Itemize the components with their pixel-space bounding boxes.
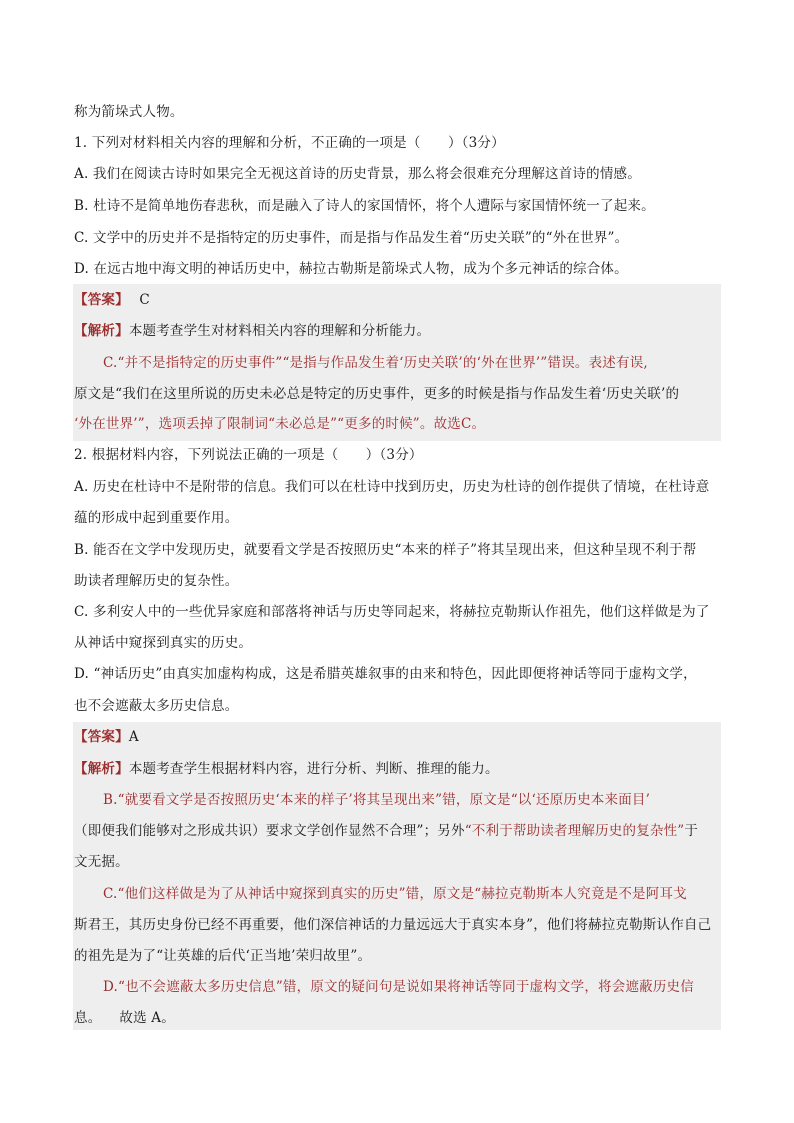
- q2-explain-c-line-3: 的祖先是为了“让英雄的后代‘正当地’荣归故里”。: [74, 948, 372, 964]
- q2-stem: 2. 根据材料内容，下列说法正确的一项是（ ）（3分）: [74, 447, 423, 463]
- q1-option-d: D. 在远古地中海文明的神话历史中，赫拉古勒斯是箭垛式人物，成为个多元神话的综合体。: [74, 261, 628, 277]
- q2-option-c-line-2: 从神话中窥探到真实的历史。: [74, 635, 253, 651]
- q2-option-a-line-1: A. 历史在杜诗中不是附带的信息。我们可以在杜诗中找到历史，历史为杜诗的创作提供了情境，在杜诗意: [74, 479, 710, 495]
- q1-explain-choice: C。: [461, 416, 486, 432]
- q2-explain-b-tail: 于: [684, 823, 699, 839]
- q2-option-a-line-2: 蕴的形成中起到重要作用。: [74, 510, 239, 526]
- q2-explain-b-line-3: 文无据。: [74, 854, 129, 870]
- answer-label: 【答案】: [74, 729, 129, 745]
- answer-value: C: [139, 292, 150, 308]
- q2-option-d-line-1: D. “神话历史”由真实加虚构构成，这是希腊英雄叙事的由来和特色，因此即便将神话等同于虚构文学，: [74, 666, 697, 682]
- q2-analysis: [74, 759, 722, 779]
- q1-explain-line-3: [74, 414, 722, 434]
- q1-explain-text: ‘外在世界’”，选项丢掉了限制词“未必总是”“更多的时候”。故选: [74, 416, 461, 432]
- q2-explain-d-choice: 故选 A。: [119, 1010, 175, 1026]
- q1-option-a: A. 我们在阅读古诗时如果完全无视这首诗的历史背景，那么将会很难充分理解这首诗的情感。: [74, 166, 641, 182]
- q2-answer: [74, 727, 722, 747]
- q1-option-b: B. 杜诗不是简单地伤春悲秋，而是融入了诗人的家国情怀，将个人遭际与家国情怀统一了起来。: [74, 198, 655, 214]
- q1-option-c: C. 文学中的历史并不是指特定的历史事件，而是指与作品发生着“历史关联”的“外在世界”。: [74, 230, 629, 246]
- q2-explain-b-quote: “不利于帮助读者理解历史的复杂性”: [464, 823, 685, 839]
- q2-option-b-line-1: B. 能否在文学中发现历史，就要看文学是否按照历史“本来的样子”将其呈现出来，但这种呈现不利于帮: [74, 542, 697, 558]
- q2-explain-b-line-2: [74, 821, 722, 841]
- intro-line: 称为箭垛式人物。: [74, 104, 184, 120]
- q1-explain-line-1: C.“并不是指特定的历史事件”“是指与作品发生着‘历史关联’的‘外在世界’”错误。表述有误,: [103, 355, 648, 371]
- q1-stem: 1. 下列对材料相关内容的理解和分析，不正确的一项是（ ）（3分）: [74, 135, 505, 151]
- q1-explain-line-2: 原文是“我们在这里所说的历史未必总是特定的历史事件，更多的时候是指与作品发生着‘历史关联’的: [74, 386, 680, 402]
- q2-explain-c-line-2: 斯君王，其历史身份已经不再重要，他们深信神话的力量远远大于真实本身”，他们将赫拉克勒斯认作自己: [74, 917, 712, 933]
- q2-explain-b-text: （即便我们能够对之形成共识）要求文学创作显然不合理”；另外: [74, 823, 465, 839]
- q2-option-d-line-2: 也不会遮蔽太多历史信息。: [74, 698, 239, 714]
- q2-explain-d-line-2: [74, 1008, 722, 1028]
- q1-answer: [74, 290, 722, 310]
- q2-explain-d-text: 息。: [74, 1010, 102, 1026]
- analysis-label: 【解析】: [74, 761, 129, 777]
- q2-explain-c-line-1: C.“他们这样做是为了从神话中窥探到真实的历史”错，原文是“赫拉克勒斯本人究竟是不是阿耳戈: [103, 886, 687, 902]
- answer-label: 【答案】: [74, 292, 129, 308]
- analysis-text: 本题考查学生对材料相关内容的理解和分析能力。: [128, 323, 431, 339]
- q2-explain-d-line-1: D.“也不会遮蔽太多历史信息”错，原文的疑问句是说如果将神话等同于虚构文学，将会遮蔽历史信: [103, 979, 694, 995]
- q2-option-b-line-2: 助读者理解历史的复杂性。: [74, 573, 239, 589]
- q1-analysis: [74, 321, 722, 341]
- analysis-label: 【解析】: [74, 323, 129, 339]
- answer-value: A: [128, 729, 139, 745]
- q2-explain-b-line-1: B.“就要看文学是否按照历史‘本来的样子’将其呈现出来”错，原文是“以‘还原历史本来面目’: [103, 792, 651, 808]
- q2-option-c-line-1: C. 多利安人中的一些优异家庭和部落将神话与历史等同起来，将赫拉克勒斯认作祖先，他们这样做是为了: [74, 604, 710, 620]
- analysis-text: 本题考查学生根据材料内容，进行分析、判断、推理的能力。: [128, 761, 499, 777]
